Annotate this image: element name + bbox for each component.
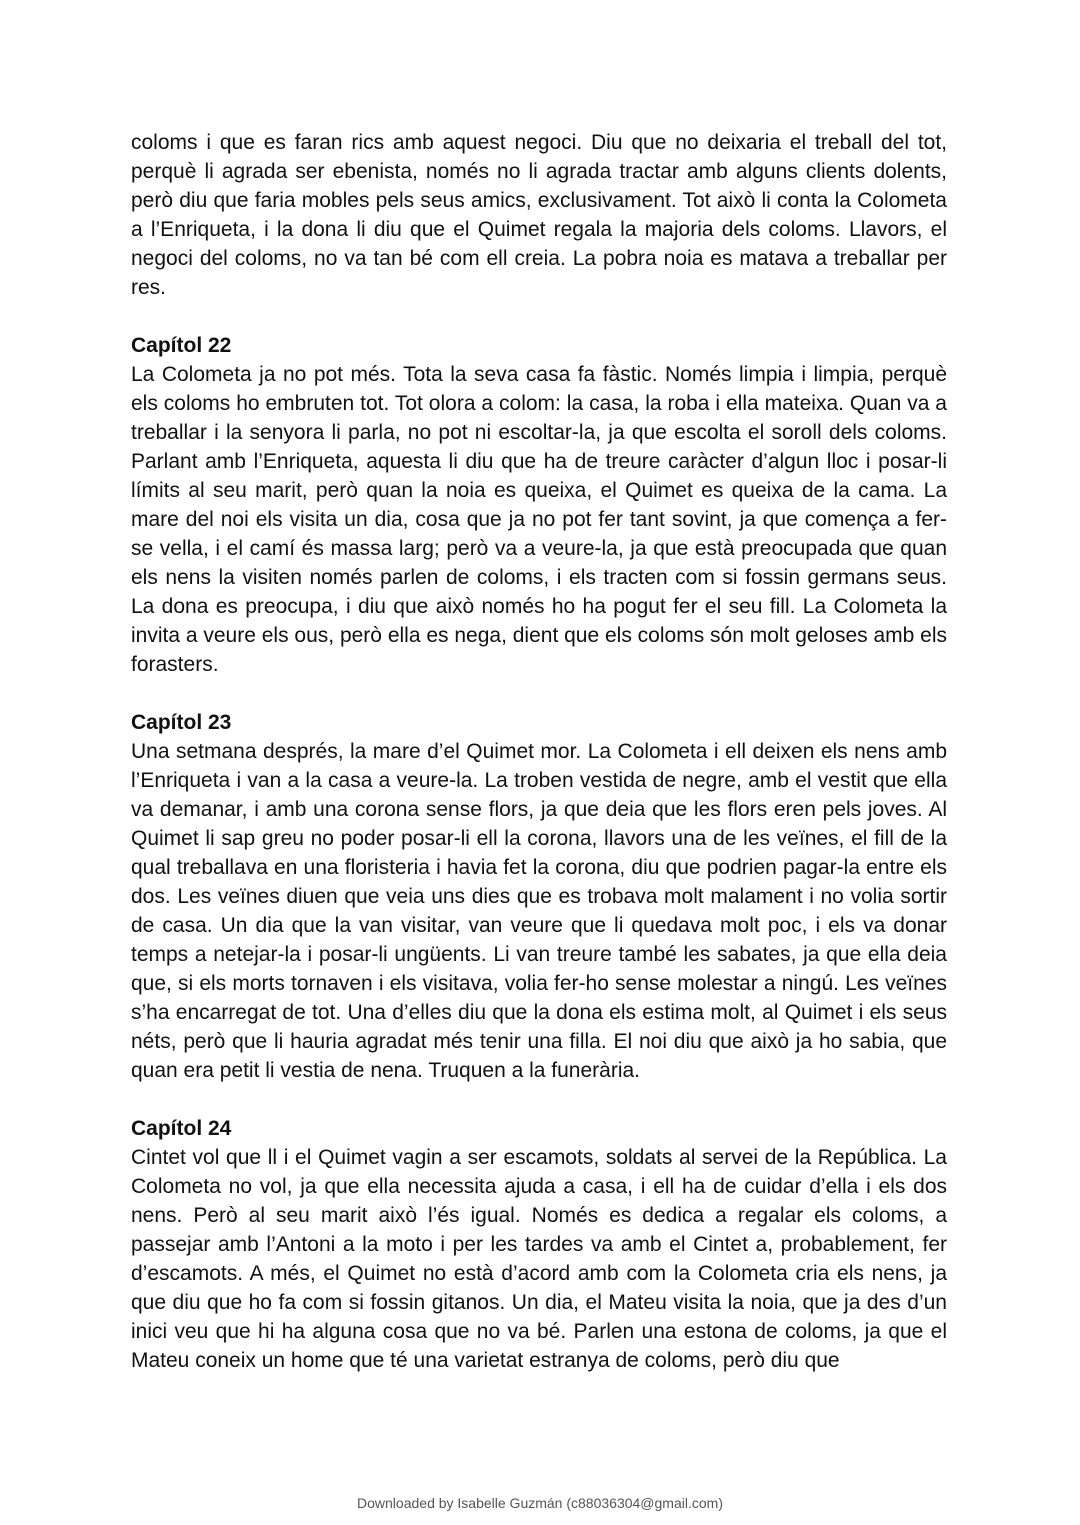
chapter-22-heading: Capítol 22 [131, 334, 232, 357]
chapter-24-paragraph: Cintet vol que ll i el Quimet vagin a ser escamots, soldats al servei de la República. La Colometa no vol, ja que ella necessita ajuda a casa, i ell ha de cuidar d’ella i els dos nens. Però al seu marit això l’és igual. Només es dedica a regalar els coloms, a passejar amb l’Antoni a la moto i per les tardes va amb el Cintet a, probablement, fer d’escamots. A més, el Quimet no està d’acord amb com la Colometa cria els nens, ja que diu que ho fa com si fossin gitanos. Un dia, el Mateu visita la noia, que ja des d’un inici veu que hi ha alguna cosa que no va bé. Parlen una estona de coloms, ja que el Mateu coneix un home que té una varietat estranya de coloms, però diu que [131, 1146, 947, 1372]
chapter-22-paragraph: La Colometa ja no pot més. Tota la seva casa fa fàstic. Només limpia i limpia, perquè els coloms ho embruten tot. Tot olora a colom: la casa, la roba i ella mateixa. Quan va a treballar i la senyora li parla, no pot ni escoltar-la, ja que escolta el soroll dels coloms. Parlant amb l’Enriqueta, aquesta li diu que ha de treure caràcter d’algun lloc i posar-li límits al seu marit, però quan la noia es queixa, el Quimet es queixa de la cama. La mare del noi els visita un dia, cosa que ja no pot fer tant sovint, ja que comença a fer-se vella, i el camí és massa larg; però va a veure-la, ja que està preocupada que quan els nens la visiten només parlen de coloms, i els tracten com si fossin germans seus. La dona es preocupa, i diu que això només ho ha pogut fer el seu fill. La Colometa la invita a veure els ous, però ella es nega, dient que els coloms són molt geloses amb els forasters. [131, 363, 947, 676]
intro-paragraph: coloms i que es faran rics amb aquest negoci. Diu que no deixaria el treball del tot, perquè li agrada ser ebenista, només no li agrada tractar amb alguns clients dolents, però diu que faria mobles pels seus amics, exclusivament. Tot això li conta la Colometa a l’Enriqueta, i la dona li diu que el Quimet regala la majoria dels coloms. Llavors, el negoci del coloms, no va tan bé com ell creia. La pobra noia es matava a treballar per res. [131, 131, 947, 299]
download-footer: Downloaded by Isabelle Guzmán (c88036304@gmail.com) [357, 1495, 723, 1511]
chapter-23-paragraph: Una setmana després, la mare d’el Quimet mor. La Colometa i ell deixen els nens amb l’Enriqueta i van a la casa a veure-la. La troben vestida de negre, amb el vestit que ella va demanar, i amb una corona sense flors, ja que deia que les flors eren pels joves. Al Quimet li sap greu no poder posar-li ell la corona, llavors una de les veïnes, el fill de la qual treballava en una floristeria i havia fet la corona, diu que podrien pagar-la entre els dos. Les veïnes diuen que veia uns dies que es trobava molt malament i no volia sortir de casa. Un dia que la van visitar, van veure que li quedava molt poc, i els va donar temps a netejar-la i posar-li ungüents. Li van treure també les sabates, ja que ella deia que, si els morts tornaven i els visitava, volia fer-ho sense molestar a ningú. Les veïnes s’ha encarregat de tot. Una d’elles diu que la dona els estima molt, al Quimet i els seus néts, però que li hauria agradat més tenir una filla. El noi diu que això ja ho sabia, que quan era petit li vestia de nena. Truquen a la funerària. [131, 740, 947, 1082]
chapter-23-heading: Capítol 23 [131, 711, 232, 734]
chapter-24-heading: Capítol 24 [131, 1117, 232, 1140]
document-body [131, 128, 947, 1375]
